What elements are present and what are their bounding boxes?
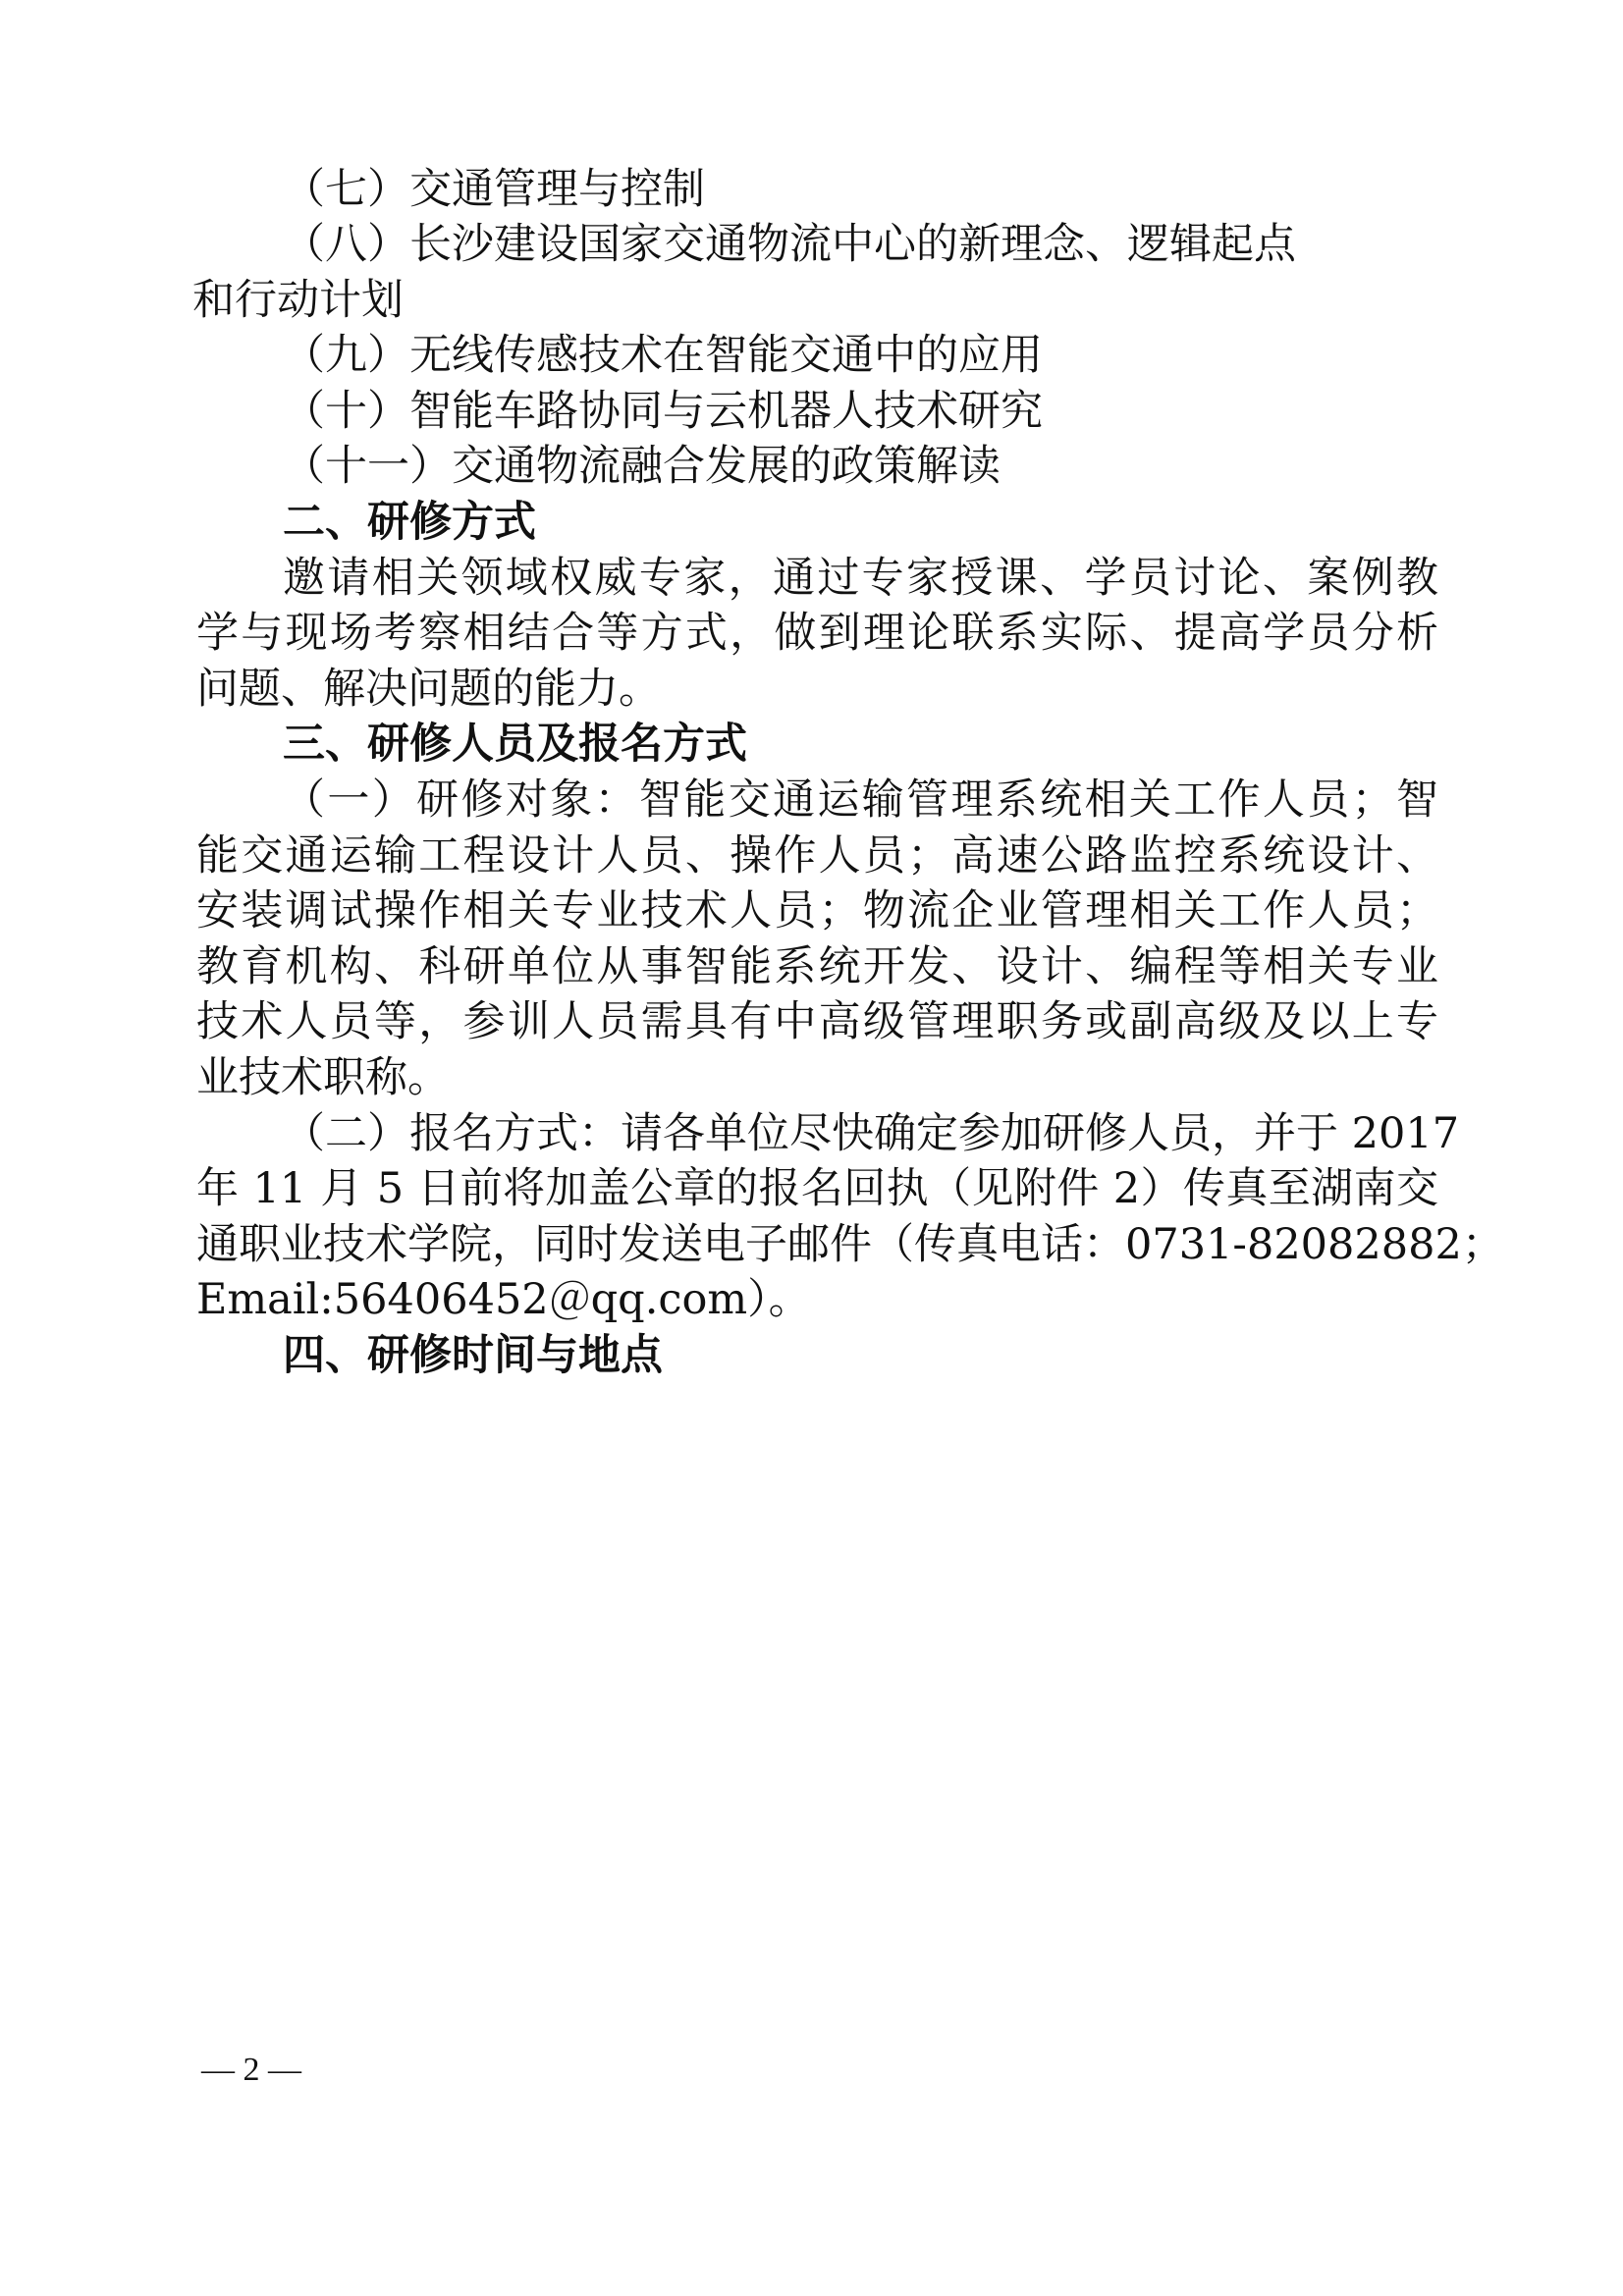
list-item-8-line-2: 和行动计划 bbox=[192, 276, 404, 325]
paragraph-method-line-2: 学与现场考察相结合等方式，做到理论联系实际、提高学员分析 bbox=[196, 609, 1438, 658]
paragraph-registration-line-3: 通职业技术学院，同时发送电子邮件（传真电话：0731-82082882； bbox=[196, 1220, 1504, 1269]
list-item-9: （九）无线传感技术在智能交通中的应用 bbox=[283, 331, 1043, 380]
paragraph-method-line-3: 问题、解决问题的能力。 bbox=[196, 665, 661, 714]
paragraph-target-line-3: 安装调试操作相关专业技术人员；物流企业管理相关工作人员； bbox=[196, 886, 1438, 935]
list-item-10: （十）智能车路协同与云机器人技术研究 bbox=[283, 387, 1043, 436]
paragraph-target-line-6: 业技术职称。 bbox=[196, 1053, 450, 1102]
paragraph-registration-line-1: （二）报名方式：请各单位尽快确定参加研修人员，并于 2017 bbox=[283, 1109, 1460, 1158]
paragraph-registration-line-2: 年 11 月 5 日前将加盖公章的报名回执（见附件 2）传真至湖南交 bbox=[196, 1164, 1438, 1213]
list-item-11: （十一）交通物流融合发展的政策解读 bbox=[283, 442, 1001, 491]
section-heading-4: 四、研修时间与地点 bbox=[283, 1331, 663, 1380]
list-item-8-line-1: （八）长沙建设国家交通物流中心的新理念、逻辑起点 bbox=[283, 220, 1296, 269]
paragraph-target-line-2: 能交通运输工程设计人员、操作人员；高速公路监控系统设计、 bbox=[196, 831, 1438, 881]
section-heading-2: 二、研修方式 bbox=[283, 498, 536, 547]
paragraph-target-line-4: 教育机构、科研单位从事智能系统开发、设计、编程等相关专业 bbox=[196, 942, 1438, 991]
paragraph-target-line-1: （一）研修对象：智能交通运输管理系统相关工作人员；智 bbox=[283, 775, 1438, 825]
paragraph-target-line-5: 技术人员等，参训人员需具有中高级管理职务或副高级及以上专 bbox=[196, 997, 1438, 1046]
page-number: — 2 — bbox=[201, 2052, 301, 2088]
section-heading-3: 三、研修人员及报名方式 bbox=[283, 720, 747, 769]
paragraph-registration-line-4: Email:56406452＠qq.com）。 bbox=[196, 1275, 811, 1324]
paragraph-method-line-1: 邀请相关领域权威专家，通过专家授课、学员讨论、案例教 bbox=[283, 554, 1438, 603]
list-item-7: （七）交通管理与控制 bbox=[283, 165, 705, 214]
